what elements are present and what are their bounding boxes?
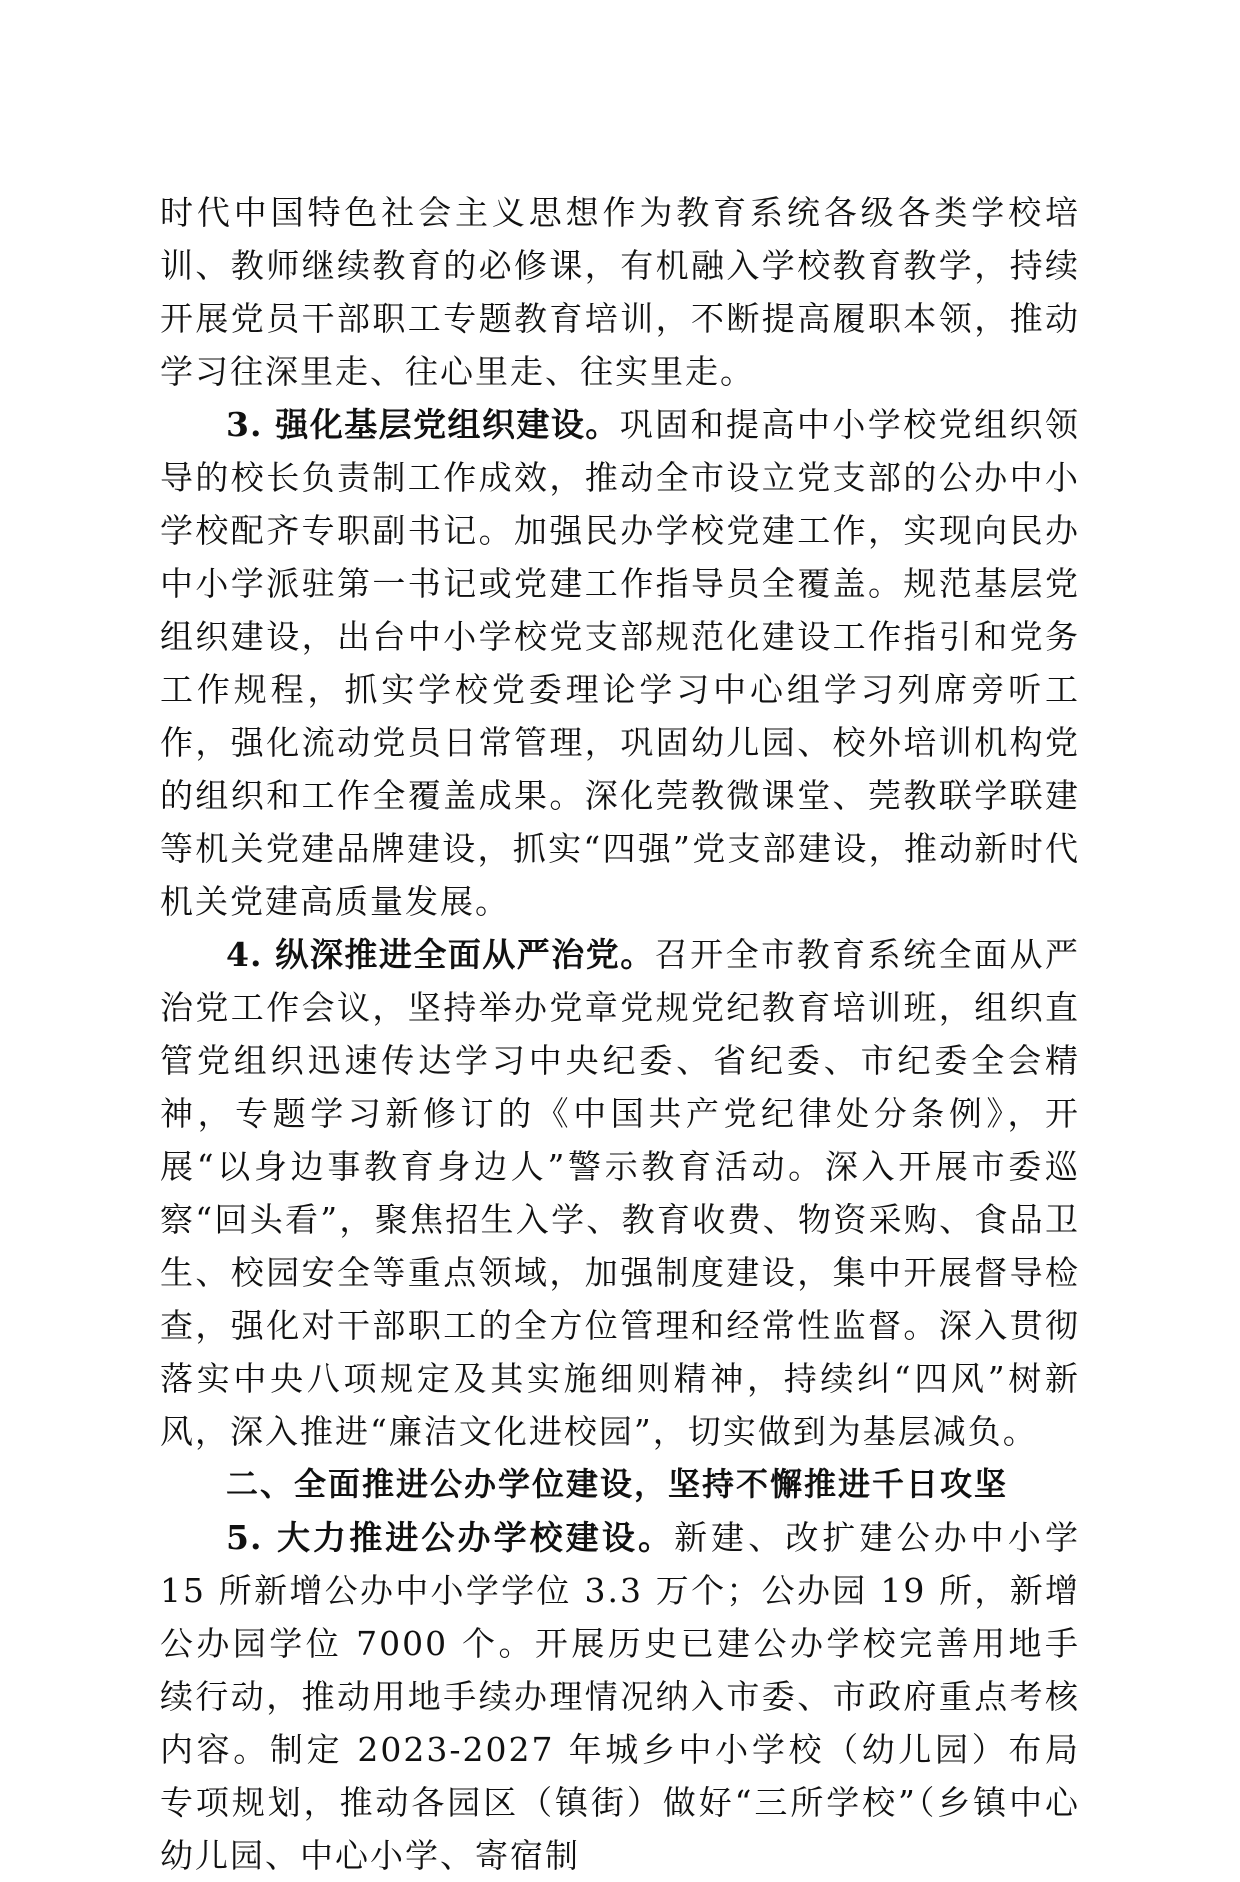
paragraph-item-3	[160, 398, 1080, 928]
paragraph-continuation	[160, 186, 1080, 398]
paragraph-lead: 3. 强化基层党组织建设。	[226, 405, 620, 444]
section-heading: 二、全面推进公办学位建设，坚持不懈推进千日攻坚	[226, 1465, 1009, 1503]
paragraph-lead: 5. 大力推进公办学校建设。	[226, 1518, 675, 1557]
paragraph-lead: 4. 纵深推进全面从严治党。	[226, 935, 655, 974]
paragraph-text: 巩固和提高中小学校党组织领导的校长负责制工作成效，推动全市设立党支部的公办中小学校配齐专职副书记。加强民办学校党建工作，实现向民办中小学派驻第一书记或党建工作指导员全覆盖。规范基层党组织建设，出台中小学校党支部规范化建设工作指引和党务工作规程，抓实学校党委理论学习中心组学习列席旁听工作，强化流动党员日常管理，巩固幼儿园、校外培训机构党的组织和工作全覆盖成果。深化莞教微课堂、莞教联学联建等机关党建品牌建设，抓实“四强”党支部建设，推动新时代机关党建高质量发展。	[160, 405, 1080, 921]
document-body	[160, 186, 1080, 1882]
paragraph-item-4	[160, 928, 1080, 1458]
paragraph-item-5	[160, 1511, 1080, 1882]
paragraph-text: 召开全市教育系统全面从严治党工作会议，坚持举办党章党规党纪教育培训班，组织直管党组织迅速传达学习中央纪委、省纪委、市纪委全会精神，专题学习新修订的《中国共产党纪律处分条例》，开展“以身边事教育身边人”警示教育活动。深入开展市委巡察“回头看”，聚焦招生入学、教育收费、物资采购、食品卫生、校园安全等重点领域，加强制度建设，集中开展督导检查，强化对干部职工的全方位管理和经常性监督。深入贯彻落实中央八项规定及其实施细则精神，持续纠“四风”树新风，深入推进“廉洁文化进校园”，切实做到为基层减负。	[160, 935, 1080, 1451]
paragraph-text: 新建、改扩建公办中小学 15 所新增公办中小学学位 3.3 万个；公办园 19 所，新增公办园学位 7000 个。开展历史已建公办学校完善用地手续行动，推动用地手续办理情况纳入市委、市政府重点考核内容。制定 2023-2027 年城乡中小学校（幼儿园）布局专项规划，推动各园区（镇街）做好“三所学校”（乡镇中心幼儿园、中心小学、寄宿制	[160, 1518, 1080, 1875]
paragraph-text: 时代中国特色社会主义思想作为教育系统各级各类学校培训、教师继续教育的必修课，有机融入学校教育教学，持续开展党员干部职工专题教育培训，不断提高履职本领，推动学习往深里走、往心里走、往实里走。	[160, 193, 1080, 391]
